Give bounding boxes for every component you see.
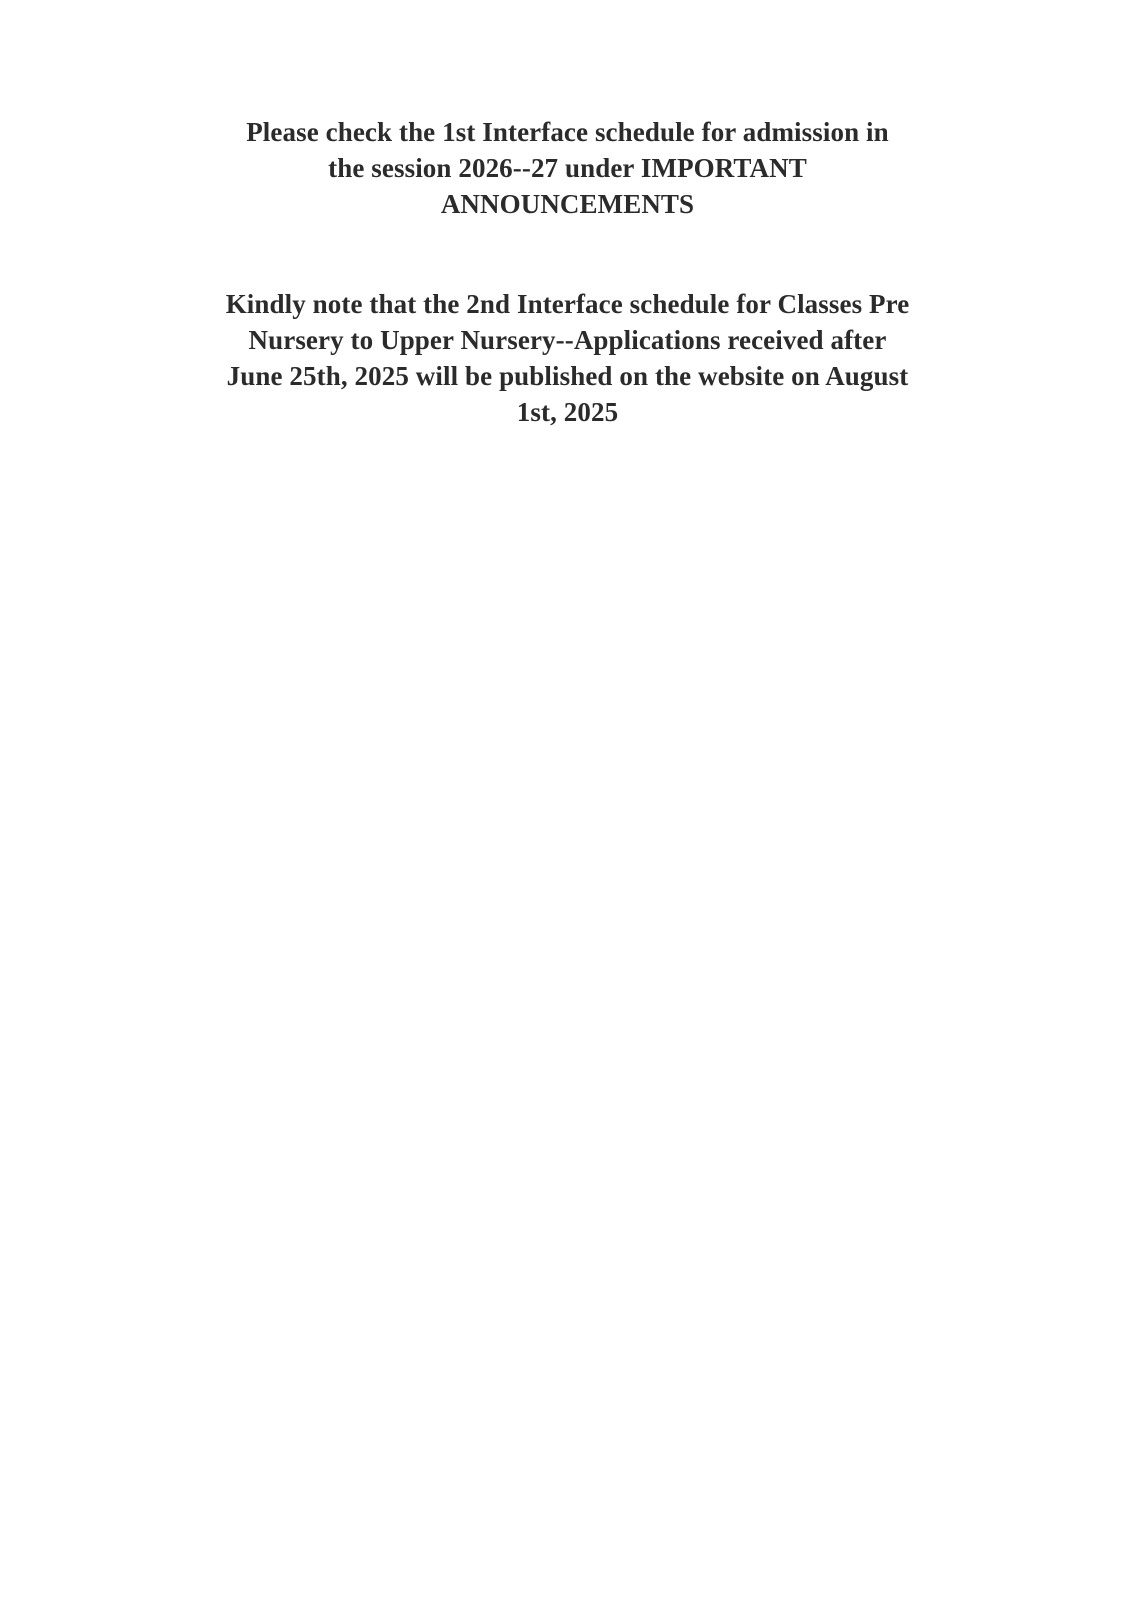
notice-line: Kindly note that the 2nd Interface schedule for Classes Pre (225, 289, 910, 319)
notice-line: Please check the 1st Interface schedule for admission in (246, 117, 889, 147)
notice-line: 1st, 2025 (516, 397, 619, 427)
second-interface-notice (173, 286, 963, 430)
notice-line: ANNOUNCEMENTS (440, 189, 695, 219)
notice-line: June 25th, 2025 will be published on the website on August (226, 361, 909, 391)
notice-line: the session 2026--27 under IMPORTANT (328, 153, 807, 183)
admission-schedule-notice (188, 114, 948, 222)
notice-line: Nursery to Upper Nursery--Applications received after (248, 325, 887, 355)
